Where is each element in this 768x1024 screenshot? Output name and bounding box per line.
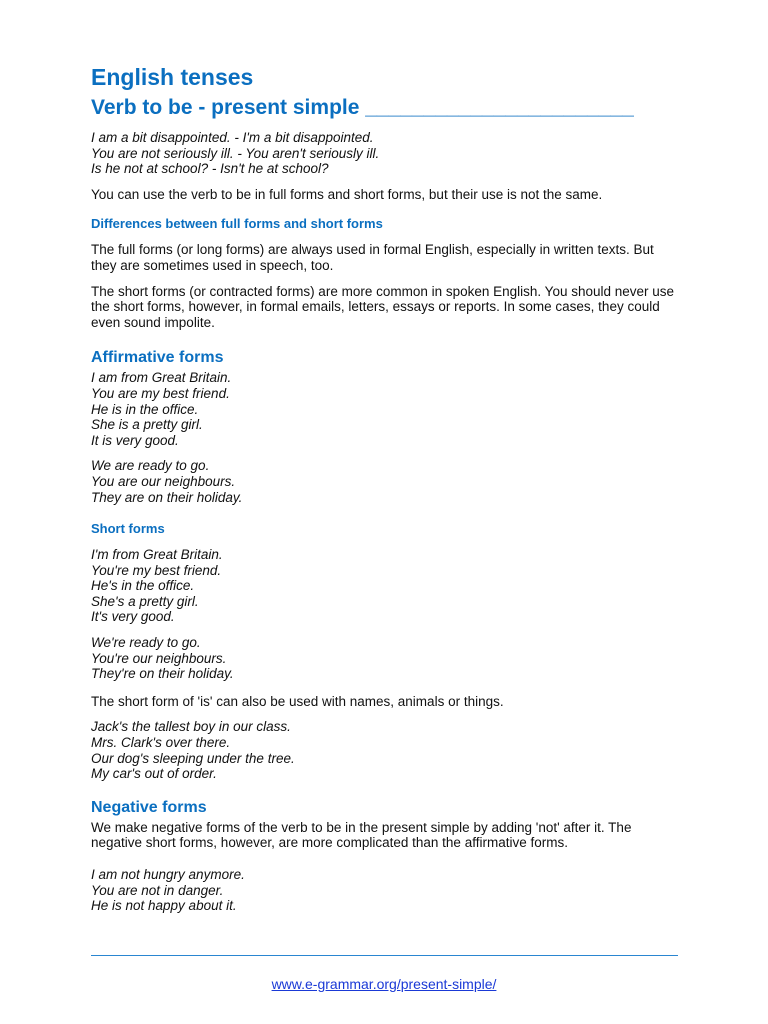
footer-link[interactable]: www.e-grammar.org/present-simple/ [271,976,497,992]
example-line: We're ready to go. [91,635,201,651]
example-line: She's a pretty girl. [91,593,199,609]
affirmative-examples-1 [91,370,681,448]
short-forms-examples-1 [91,547,681,625]
example-line: He is in the office. [91,401,199,417]
example-line: You are our neighbours. [91,473,236,489]
page-subtitle: Verb to be - present simple _______________________ [91,96,634,119]
example-line: Mrs. Clark's over there. [91,735,231,751]
example-line: You're my best friend. [91,562,222,578]
example-line: It's very good. [91,609,175,625]
example-line: I am from Great Britain. [91,370,232,386]
footer-divider [91,955,678,956]
page-footer [0,975,768,993]
page-title: English tenses [91,64,254,90]
example-line: Is he not at school? - Isn't he at school? [91,161,329,177]
example-line: You are not in danger. [91,882,224,898]
affirmative-heading: Affirmative forms [91,349,224,367]
intro-paragraph: You can use the verb to be in full forms and short forms, but their use is not the same. [91,186,603,202]
differences-paragraph-2: The short forms (or contracted forms) are more common in spoken English. You should never use the short forms, however, in formal emails, letters, essays or reports. In some cases, they could even sound impolite. [91,283,675,330]
example-line: He is not happy about it. [91,898,237,914]
example-line: Jack's the tallest boy in our class. [91,719,291,735]
example-line: Our dog's sleeping under the tree. [91,750,295,766]
example-line: It is very good. [91,432,179,448]
short-forms-examples-3 [91,719,681,781]
example-line: I am not hungry anymore. [91,867,245,882]
differences-heading: Differences between full forms and short forms [91,216,383,232]
negative-paragraph: We make negative forms of the verb to be in the present simple by adding 'not' after it. The negative short forms, however, are more complicated than the affirmative forms. [91,819,632,851]
example-line: I am a bit disappointed. - I'm a bit disappointed. [91,130,374,145]
document-body [91,62,681,924]
example-line: They're on their holiday. [91,666,234,682]
example-line: He's in the office. [91,578,195,594]
negative-examples [91,867,681,914]
negative-heading: Negative forms [91,798,207,816]
differences-paragraph-1: The full forms (or long forms) are always used in formal English, especially in written texts. But they are sometimes used in speech, too. [91,242,654,273]
short-forms-heading: Short forms [91,521,165,537]
short-forms-note: The short form of 'is' can also be used with names, animals or things. [91,693,504,709]
example-line: My car's out of order. [91,766,217,782]
example-line: They are on their holiday. [91,489,243,505]
example-line: She is a pretty girl. [91,417,203,433]
example-line: You're our neighbours. [91,650,227,666]
short-forms-examples-2 [91,635,681,682]
example-line: I'm from Great Britain. [91,547,223,563]
intro-examples [91,130,681,177]
example-line: We are ready to go. [91,458,210,474]
example-line: You are my best friend. [91,385,230,401]
affirmative-examples-2 [91,458,681,505]
example-line: You are not seriously ill. - You aren't seriously ill. [91,145,380,161]
